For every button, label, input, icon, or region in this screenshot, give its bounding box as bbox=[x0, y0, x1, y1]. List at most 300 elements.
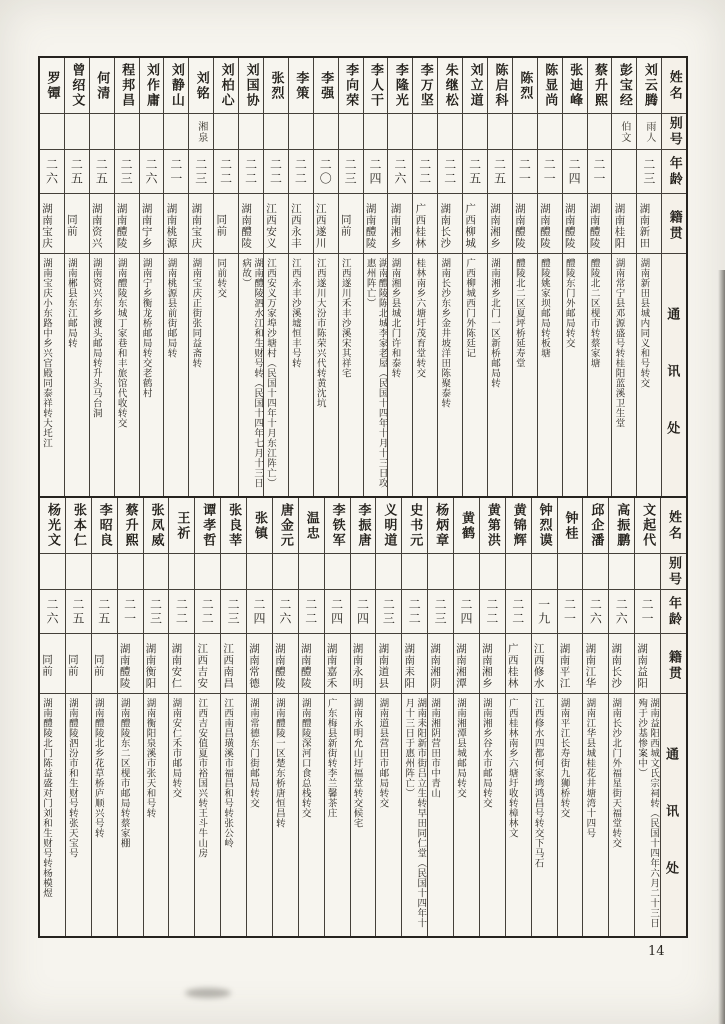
person-column bbox=[506, 498, 532, 936]
person-name-cell bbox=[376, 498, 401, 554]
person-name-text: 罗镡 bbox=[44, 70, 60, 101]
person-address-text: 湖南资兴东乡渡头邮局转升头马台洞 bbox=[90, 258, 102, 418]
person-column bbox=[144, 498, 170, 936]
person-address-text: 湖南醴陵一区楚东桥唐恒昌转 bbox=[273, 698, 285, 828]
person-origin-cell bbox=[339, 194, 363, 254]
person-name-text: 朱继松 bbox=[442, 63, 458, 108]
person-name-cell bbox=[588, 58, 612, 114]
person-origin-text: 湖南桃源 bbox=[165, 202, 178, 249]
roster-table bbox=[38, 56, 688, 938]
person-alias-cell bbox=[388, 114, 412, 150]
person-name-cell bbox=[538, 58, 562, 114]
person-name-cell bbox=[239, 58, 263, 114]
person-address-text: 湖南安仁禾市邮局转交 bbox=[170, 698, 182, 798]
person-column bbox=[588, 58, 613, 496]
person-address-text: 湖南湘阴营田市中青山 bbox=[429, 698, 441, 798]
person-address-cell bbox=[413, 254, 437, 496]
header-label-age bbox=[662, 150, 686, 194]
person-address-cell bbox=[66, 694, 91, 936]
person-alias-cell bbox=[588, 114, 612, 150]
person-origin-text: 湖南醴陵 bbox=[118, 642, 131, 689]
person-column bbox=[314, 58, 339, 496]
person-name-text: 张镇 bbox=[251, 510, 267, 541]
person-address-cell bbox=[118, 694, 143, 936]
person-origin-text: 湖南常德 bbox=[248, 642, 260, 689]
person-address-cell bbox=[563, 254, 587, 496]
person-name-cell bbox=[480, 498, 505, 554]
person-address-text: 湖南醴陵北门陈益盛对门刘和生财号转杨模煜 bbox=[41, 698, 52, 898]
person-age-text: 二一 bbox=[122, 597, 137, 626]
person-origin-text: 江西永丰 bbox=[289, 202, 302, 249]
header-label-text: 通讯处 bbox=[663, 746, 678, 918]
header-label-origin bbox=[661, 634, 686, 694]
person-age-text: 二五 bbox=[70, 597, 85, 626]
person-name-text: 刘作庸 bbox=[144, 63, 159, 108]
person-name-text: 李策 bbox=[293, 70, 309, 101]
person-alias-cell bbox=[463, 114, 487, 150]
person-address-cell bbox=[583, 694, 608, 936]
person-age-cell bbox=[351, 590, 376, 634]
person-address-text: 湖南醴陵北乡花草桥庐顺兴号转 bbox=[92, 698, 104, 838]
person-alias-cell bbox=[40, 554, 65, 590]
person-origin-cell bbox=[65, 194, 89, 254]
person-address-text: 醴陵北二区夏坪桥延寿堂 bbox=[513, 258, 525, 368]
person-column bbox=[612, 58, 637, 496]
person-name-cell bbox=[299, 498, 324, 554]
person-age-cell bbox=[402, 590, 427, 634]
person-age-cell bbox=[463, 150, 487, 194]
person-address-text: 湖南湘乡北门一区新桥邮局转 bbox=[489, 258, 501, 388]
person-age-text: 二六 bbox=[277, 597, 292, 626]
person-origin-text: 湖南醴陵 bbox=[115, 202, 128, 249]
person-origin-text: 湖南桂阳 bbox=[613, 202, 626, 249]
person-origin-cell bbox=[239, 194, 263, 254]
person-column bbox=[428, 498, 454, 936]
person-column bbox=[140, 58, 165, 496]
person-column bbox=[402, 498, 428, 936]
person-address-text: 广西桂林南乡六塘圩收转樟林文 bbox=[506, 698, 518, 838]
person-age-text: 二三 bbox=[381, 597, 396, 626]
person-age-cell bbox=[364, 150, 388, 194]
person-address-cell bbox=[264, 254, 288, 496]
person-name-text: 张烈 bbox=[268, 70, 284, 101]
person-origin-cell bbox=[609, 634, 634, 694]
person-address-text: 广东梅县新街转李兰馨茶庄 bbox=[325, 698, 337, 818]
person-name-text: 李铁军 bbox=[329, 503, 345, 548]
person-address-text: 江西吉安值夏市裕国兴转王斗牛山房 bbox=[196, 698, 208, 858]
person-name-cell bbox=[66, 498, 91, 554]
person-origin-text: 江西吉安 bbox=[196, 642, 209, 689]
person-alias-cell bbox=[214, 114, 238, 150]
person-address-text: 醴陵北二区枧市转蔡家塘 bbox=[588, 258, 600, 368]
person-address-text: 湖南宁乡衡龙桥邮局转交老鹤村 bbox=[140, 258, 152, 398]
person-alias-cell bbox=[65, 114, 89, 150]
person-name-text: 李强 bbox=[318, 70, 334, 101]
person-column bbox=[273, 498, 299, 936]
person-name-text: 刘云腾 bbox=[641, 63, 657, 108]
person-name-cell bbox=[164, 58, 188, 114]
person-column bbox=[65, 58, 90, 496]
person-address-text: 江西遂川禾丰沙溪宋其祥宅 bbox=[339, 258, 351, 378]
person-origin-cell bbox=[118, 634, 143, 694]
person-address-text: 湖南宝庆正街张同益斋转 bbox=[190, 258, 202, 368]
person-address-cell bbox=[214, 254, 238, 496]
person-origin-cell bbox=[247, 634, 272, 694]
person-name-text: 彭宝经 bbox=[616, 63, 632, 108]
person-address-cell bbox=[376, 694, 401, 936]
person-origin-text: 湖南湘乡 bbox=[480, 642, 493, 689]
person-column bbox=[247, 498, 273, 936]
person-alias-cell bbox=[364, 114, 388, 150]
person-age-text: 二四 bbox=[368, 157, 383, 186]
person-column bbox=[388, 58, 413, 496]
person-name-cell bbox=[289, 58, 313, 114]
person-origin-cell bbox=[140, 194, 164, 254]
person-name-text: 义明道 bbox=[381, 503, 397, 548]
person-origin-text: 同前 bbox=[215, 214, 228, 237]
person-age-cell bbox=[609, 590, 634, 634]
person-age-text: 二二 bbox=[442, 157, 457, 186]
person-age-text: 二一 bbox=[542, 157, 557, 186]
person-address-text: 湖南醴陵东二区枧市邮局转蔡家棚 bbox=[118, 698, 130, 848]
person-column bbox=[532, 498, 558, 936]
person-column bbox=[189, 58, 214, 496]
person-alias-cell bbox=[637, 114, 661, 150]
person-age-cell bbox=[40, 590, 65, 634]
scan-smudge-artifact bbox=[185, 988, 231, 998]
person-age-cell bbox=[221, 590, 246, 634]
person-origin-text: 湖南醴陵 bbox=[538, 202, 551, 249]
person-origin-cell bbox=[40, 634, 65, 694]
person-name-cell bbox=[40, 58, 64, 114]
person-column bbox=[513, 58, 538, 496]
person-address-cell bbox=[189, 254, 213, 496]
person-address-text: 桂林南乡六塘圩茂育堂转交 bbox=[414, 258, 426, 378]
person-address-text: 湖南江华县城桂花井塘湾十四号 bbox=[584, 698, 596, 838]
person-alias-cell bbox=[563, 114, 587, 150]
person-address-cell bbox=[273, 694, 298, 936]
person-name-cell bbox=[558, 498, 583, 554]
person-name-cell bbox=[40, 498, 65, 554]
person-age-cell bbox=[538, 150, 562, 194]
person-age-cell bbox=[264, 150, 288, 194]
person-name-text: 刘国协 bbox=[243, 63, 259, 108]
person-age-cell bbox=[214, 150, 238, 194]
person-address-cell bbox=[299, 694, 324, 936]
person-origin-text: 广西柳城 bbox=[464, 202, 477, 249]
person-name-cell bbox=[488, 58, 512, 114]
person-age-cell bbox=[325, 590, 350, 634]
person-name-cell bbox=[402, 498, 427, 554]
person-origin-text: 江西修水 bbox=[532, 642, 545, 689]
person-column bbox=[40, 498, 66, 936]
person-address-text: 湖南湘乡谷水市邮局转交 bbox=[480, 698, 492, 808]
person-name-text: 李向荣 bbox=[343, 63, 359, 108]
person-name-text: 杨光文 bbox=[44, 503, 60, 548]
person-origin-text: 湖南宝庆 bbox=[190, 202, 203, 249]
person-name-cell bbox=[189, 58, 213, 114]
person-age-text: 二四 bbox=[458, 597, 473, 626]
person-alias-cell bbox=[289, 114, 313, 150]
person-name-text: 张迪峰 bbox=[567, 63, 583, 108]
header-label-text: 姓名 bbox=[665, 509, 681, 542]
person-origin-text: 湖南湘乡 bbox=[489, 202, 502, 249]
person-origin-text: 湖南平江 bbox=[558, 642, 571, 689]
person-address-text: 湖南醴陵陈北城李家老屋（民国十四年十月十三日攻惠州阵亡） bbox=[364, 258, 388, 488]
person-alias-cell bbox=[164, 114, 188, 150]
person-age-text: 二一 bbox=[517, 157, 532, 186]
person-column bbox=[299, 498, 325, 936]
person-origin-cell bbox=[588, 194, 612, 254]
person-name-text: 陈烈 bbox=[517, 70, 533, 101]
person-age-text: 二三 bbox=[433, 597, 448, 626]
person-address-cell bbox=[463, 254, 487, 496]
person-alias-cell bbox=[40, 114, 64, 150]
person-alias-cell bbox=[538, 114, 562, 150]
person-name-text: 曾绍文 bbox=[69, 63, 85, 108]
person-column bbox=[480, 498, 506, 936]
person-name-text: 张良莘 bbox=[226, 503, 242, 548]
person-alias-cell bbox=[195, 554, 220, 590]
person-origin-cell bbox=[299, 634, 324, 694]
person-age-text: 二三 bbox=[148, 597, 163, 626]
person-name-text: 钟桂 bbox=[562, 510, 578, 541]
header-label-name bbox=[662, 58, 686, 114]
person-origin-text: 湖南嘉禾 bbox=[325, 642, 338, 689]
person-name-text: 邱企潘 bbox=[588, 503, 604, 548]
person-column bbox=[413, 58, 438, 496]
person-origin-text: 湖南醴陵 bbox=[240, 202, 253, 249]
person-origin-cell bbox=[40, 194, 64, 254]
person-origin-text: 湖南耒阳 bbox=[403, 642, 416, 689]
person-address-text: 同前转交 bbox=[215, 258, 227, 298]
person-age-cell bbox=[273, 590, 298, 634]
person-column bbox=[609, 498, 635, 936]
person-address-text: 湖南湘潭县城邮局转交 bbox=[455, 698, 466, 798]
person-alias-cell bbox=[118, 554, 143, 590]
person-age-text: 二二 bbox=[218, 157, 233, 186]
person-address-text: 湖南桃源县前街邮局转 bbox=[165, 258, 177, 358]
person-name-text: 温忠 bbox=[303, 510, 319, 541]
person-name-text: 刘静山 bbox=[168, 63, 184, 108]
person-age-cell bbox=[189, 150, 213, 194]
person-age-text: 二二 bbox=[510, 597, 525, 626]
person-age-cell bbox=[289, 150, 313, 194]
person-origin-cell bbox=[264, 194, 288, 254]
person-column bbox=[463, 58, 488, 496]
person-name-text: 王祈 bbox=[174, 510, 190, 541]
person-origin-cell bbox=[480, 634, 505, 694]
person-column bbox=[221, 498, 247, 936]
person-origin-cell bbox=[463, 194, 487, 254]
person-alias-cell bbox=[299, 554, 324, 590]
person-origin-cell bbox=[325, 634, 350, 694]
person-alias-text: 湘泉 bbox=[195, 120, 207, 143]
header-label-text: 年龄 bbox=[666, 155, 682, 188]
person-name-text: 杨炳章 bbox=[433, 503, 449, 548]
person-origin-cell bbox=[314, 194, 338, 254]
person-name-cell bbox=[413, 58, 437, 114]
person-address-text: 湖南永明允山圩福堂转交候宅 bbox=[351, 698, 363, 828]
person-origin-text: 湖南醴陵 bbox=[563, 202, 576, 249]
person-address-cell bbox=[428, 694, 453, 936]
person-age-text: 二三 bbox=[641, 157, 656, 186]
person-alias-cell bbox=[480, 554, 505, 590]
person-column bbox=[195, 498, 221, 936]
person-name-cell bbox=[428, 498, 453, 554]
person-age-cell bbox=[65, 150, 89, 194]
person-address-text: 江西修水四都何家塆鸿昌号转交下马石 bbox=[532, 698, 544, 868]
person-address-text: 湖南衡阳泉溪市张天和号转 bbox=[144, 698, 156, 818]
person-address-text: 湖南常宁县邓源盛号转桂阳蓝溪卫生堂 bbox=[613, 258, 625, 428]
header-label-text: 年龄 bbox=[665, 595, 681, 628]
person-column bbox=[169, 498, 195, 936]
person-name-cell bbox=[118, 498, 143, 554]
person-age-cell bbox=[140, 150, 164, 194]
person-origin-cell bbox=[635, 634, 660, 694]
person-column bbox=[325, 498, 351, 936]
person-age-cell bbox=[612, 150, 636, 194]
person-origin-cell bbox=[513, 194, 537, 254]
person-age-cell bbox=[92, 590, 117, 634]
person-origin-text: 湖南醴陵 bbox=[588, 202, 601, 249]
person-name-text: 李万坚 bbox=[417, 63, 433, 108]
person-age-cell bbox=[339, 150, 363, 194]
person-origin-text: 湖南醴陵 bbox=[273, 642, 286, 689]
person-column bbox=[364, 58, 389, 496]
person-origin-cell bbox=[558, 634, 583, 694]
person-address-cell bbox=[364, 254, 388, 496]
person-alias-cell bbox=[66, 554, 91, 590]
person-alias-cell bbox=[273, 554, 298, 590]
person-origin-cell bbox=[195, 634, 220, 694]
person-name-cell bbox=[314, 58, 338, 114]
person-origin-text: 湖南道县 bbox=[377, 642, 390, 689]
person-origin-text: 江西安义 bbox=[265, 202, 278, 249]
person-column bbox=[637, 58, 662, 496]
person-age-cell bbox=[532, 590, 557, 634]
person-age-text: 二五 bbox=[467, 157, 482, 186]
person-address-cell bbox=[90, 254, 114, 496]
person-origin-text: 湖南新田 bbox=[638, 202, 651, 249]
person-name-cell bbox=[506, 498, 531, 554]
person-address-cell bbox=[325, 694, 350, 936]
person-address-cell bbox=[40, 254, 64, 496]
person-column bbox=[376, 498, 402, 936]
person-alias-cell bbox=[314, 114, 338, 150]
person-age-text: 二二 bbox=[417, 157, 432, 186]
person-address-cell bbox=[164, 254, 188, 496]
person-origin-cell bbox=[413, 194, 437, 254]
person-age-cell bbox=[480, 590, 505, 634]
person-alias-cell bbox=[402, 554, 427, 590]
person-column bbox=[583, 498, 609, 936]
person-alias-cell bbox=[454, 554, 479, 590]
person-address-text: 湖南醴陵泗汾市和生财号转张天宝号 bbox=[66, 698, 78, 858]
person-origin-text: 湖南衡阳 bbox=[144, 642, 157, 689]
person-origin-cell bbox=[115, 194, 139, 254]
person-alias-cell bbox=[413, 114, 437, 150]
person-address-text: 江西安义万家埠沙塘村（民国十四年十月东江阵亡） bbox=[265, 258, 277, 488]
person-age-text: 二二 bbox=[484, 597, 499, 626]
person-origin-cell bbox=[289, 194, 313, 254]
person-origin-cell bbox=[438, 194, 462, 254]
person-column bbox=[239, 58, 264, 496]
person-age-cell bbox=[376, 590, 401, 634]
person-age-cell bbox=[314, 150, 338, 194]
person-name-cell bbox=[454, 498, 479, 554]
person-origin-text: 湖南益阳 bbox=[636, 642, 649, 689]
person-age-cell bbox=[164, 150, 188, 194]
person-name-cell bbox=[92, 498, 117, 554]
person-age-cell bbox=[588, 150, 612, 194]
roster-section bbox=[40, 496, 686, 936]
person-name-cell bbox=[65, 58, 89, 114]
person-origin-cell bbox=[637, 194, 661, 254]
person-name-text: 黄第洪 bbox=[484, 503, 500, 548]
person-address-cell bbox=[488, 254, 512, 496]
person-alias-cell bbox=[169, 554, 194, 590]
person-age-text: 一九 bbox=[536, 597, 551, 626]
person-age-text: 二二 bbox=[200, 597, 215, 626]
person-age-text: 二五 bbox=[94, 157, 109, 186]
header-label-text: 别号 bbox=[665, 555, 681, 588]
header-label-name bbox=[661, 498, 686, 554]
person-age-cell bbox=[428, 590, 453, 634]
person-alias-cell bbox=[438, 114, 462, 150]
person-age-text: 二五 bbox=[492, 157, 507, 186]
person-name-cell bbox=[273, 498, 298, 554]
person-origin-cell bbox=[273, 634, 298, 694]
person-origin-text: 湖南湘潭 bbox=[455, 642, 467, 689]
person-origin-cell bbox=[189, 194, 213, 254]
person-origin-text: 同前 bbox=[92, 654, 105, 677]
person-age-cell bbox=[66, 590, 91, 634]
person-origin-cell bbox=[612, 194, 636, 254]
person-column bbox=[538, 58, 563, 496]
person-name-text: 李隆光 bbox=[392, 63, 408, 108]
person-age-cell bbox=[513, 150, 537, 194]
person-age-text: 二二 bbox=[293, 157, 308, 186]
person-age-cell bbox=[118, 590, 143, 634]
person-name-text: 李振唐 bbox=[355, 503, 371, 548]
person-name-cell bbox=[169, 498, 194, 554]
person-name-cell bbox=[325, 498, 350, 554]
person-age-cell bbox=[488, 150, 512, 194]
person-age-cell bbox=[90, 150, 114, 194]
person-name-cell bbox=[351, 498, 376, 554]
person-name-text: 陈显尚 bbox=[542, 63, 558, 108]
person-age-text: 二二 bbox=[268, 157, 283, 186]
person-alias-cell bbox=[339, 114, 363, 150]
person-address-cell bbox=[314, 254, 338, 496]
person-age-cell bbox=[239, 150, 263, 194]
person-origin-cell bbox=[164, 194, 188, 254]
person-address-text: 醴陵东门外邮局转交 bbox=[563, 258, 575, 348]
header-label-text: 通讯处 bbox=[664, 306, 680, 478]
scan-edge-artifact bbox=[718, 270, 725, 1024]
person-name-cell bbox=[221, 498, 246, 554]
person-name-cell bbox=[339, 58, 363, 114]
person-address-cell bbox=[115, 254, 139, 496]
person-age-text: 二三 bbox=[343, 157, 358, 186]
person-name-text: 刘立道 bbox=[467, 63, 483, 108]
person-name-cell bbox=[463, 58, 487, 114]
person-name-cell bbox=[364, 58, 388, 114]
person-address-text: 湖南耒阳新市街吕立生转早田同仁堂（民国十四年十月十三日于惠州阵亡） bbox=[403, 698, 427, 928]
person-age-text: 二四 bbox=[355, 597, 370, 626]
header-label-text: 姓名 bbox=[666, 69, 682, 102]
